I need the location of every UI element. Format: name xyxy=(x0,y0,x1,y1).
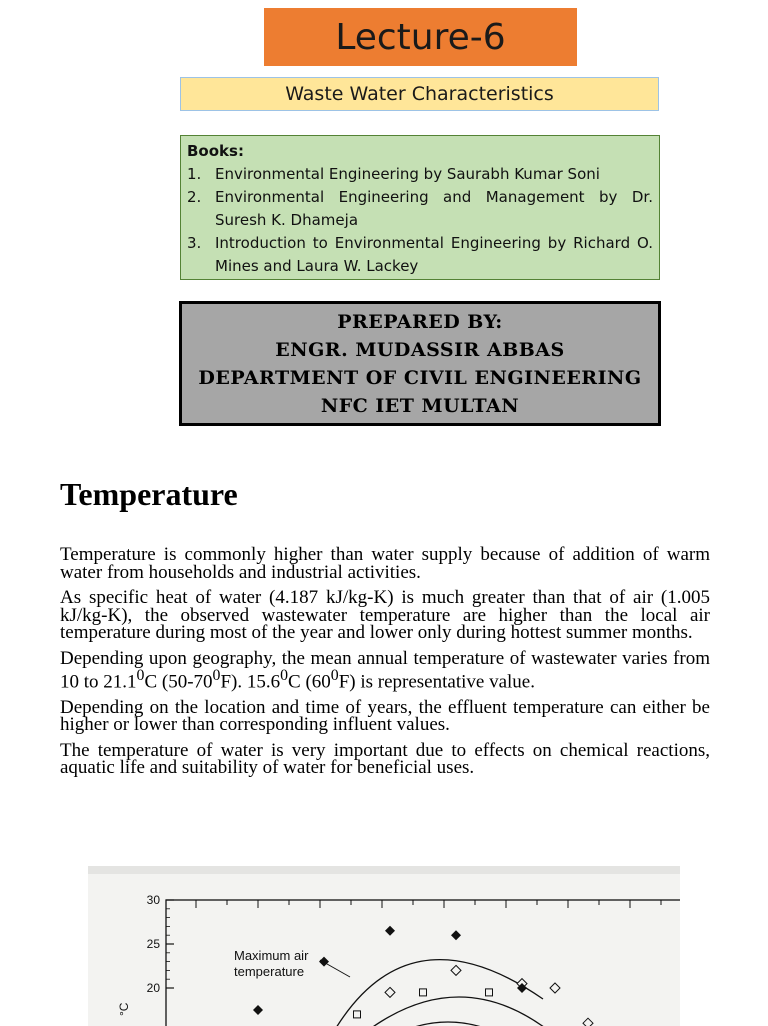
data-point xyxy=(451,930,461,940)
wastewater-curve xyxy=(358,997,558,1026)
text-run: F) is representative value. xyxy=(338,671,535,693)
book-number: 3. xyxy=(187,234,202,252)
top-axis-ticks xyxy=(196,900,661,908)
books-box xyxy=(180,135,660,280)
y-tick-label: 30 xyxy=(146,893,160,907)
y-axis-ticks xyxy=(147,893,174,995)
plot-frame xyxy=(166,900,680,1026)
data-point xyxy=(319,957,329,967)
degree-sup: 0 xyxy=(136,667,145,684)
data-point xyxy=(420,989,427,996)
book-number: 1. xyxy=(187,165,202,183)
lecture-title-banner xyxy=(264,8,577,66)
min-curve xyxy=(388,1022,508,1026)
y-tick-label: 20 xyxy=(146,981,160,995)
books-list xyxy=(187,163,653,278)
paragraph: The temperature of water is very important due to effects on chemical reactions, aquatic life and suitability of water for beneficial uses. xyxy=(60,739,710,779)
lecture-title: Lecture-6 xyxy=(335,16,506,58)
degree-sup: 0 xyxy=(330,667,339,684)
text-run: F). 15.6 xyxy=(220,671,281,693)
paragraph: Depending on the location and time of years, the effluent temperature can either be higher or lower than corresponding influent values. xyxy=(60,696,710,736)
degree-sup: 0 xyxy=(280,667,289,684)
temperature-chart xyxy=(88,866,680,1026)
book-item xyxy=(187,163,653,186)
paragraph-temperature-range xyxy=(60,647,710,693)
department: DEPARTMENT OF CIVIL ENGINEERING xyxy=(198,366,642,389)
data-point xyxy=(451,965,461,975)
annotation-line2: temperature xyxy=(234,964,305,979)
data-point xyxy=(385,926,395,936)
data-point xyxy=(486,989,493,996)
book-title: Environmental Engineering by Saurabh Kumar Soni xyxy=(215,165,600,183)
prepared-by-box xyxy=(179,301,661,426)
book-title: Environmental Engineering and Management by Dr. Suresh K. Dhameja xyxy=(215,188,653,229)
annotation-line1: Maximum air xyxy=(234,948,309,963)
section-title: Temperature xyxy=(60,476,238,512)
section-body xyxy=(60,546,710,785)
book-item xyxy=(187,232,653,278)
scan-edge xyxy=(88,866,680,874)
data-point xyxy=(583,1018,593,1026)
book-item xyxy=(187,186,653,232)
book-title: Introduction to Environmental Engineering by Richard O. Mines and Laura W. Lackey xyxy=(215,234,653,275)
book-number: 2. xyxy=(187,188,202,206)
y-tick-label: 25 xyxy=(146,937,160,951)
subtitle-bar xyxy=(180,77,659,111)
data-point xyxy=(550,983,560,993)
data-point xyxy=(253,1005,263,1015)
books-title: Books: xyxy=(187,142,244,160)
text-run: C (50-70 xyxy=(144,671,213,693)
prepared-by-label: PREPARED BY: xyxy=(337,310,503,333)
paragraph: Temperature is commonly higher than water supply because of addition of warm water from households and industrial activities. xyxy=(60,544,710,583)
data-point xyxy=(354,1011,361,1018)
text-run: C (60 xyxy=(288,671,331,693)
y-unit-label: °C xyxy=(117,1002,131,1016)
paragraph: As specific heat of water (4.187 kJ/kg-K) is much greater than that of air (1.005 kJ/kg-K), the observed wastewater temperature are higher than the local air temperature during most of the year and lower only during hottest summer months. xyxy=(60,587,710,643)
max-air-curve xyxy=(330,960,543,1026)
degree-sup: 0 xyxy=(212,667,221,684)
author-name: ENGR. MUDASSIR ABBAS xyxy=(275,338,565,361)
data-point xyxy=(385,987,395,997)
subtitle: Waste Water Characteristics xyxy=(285,83,554,105)
temperature-chart-figure xyxy=(88,866,680,1026)
text-run: Depending upon geography, the mean annual temperature of wastewater varies from 10 to 21.1 xyxy=(60,647,710,693)
institute: NFC IET MULTAN xyxy=(320,394,520,417)
